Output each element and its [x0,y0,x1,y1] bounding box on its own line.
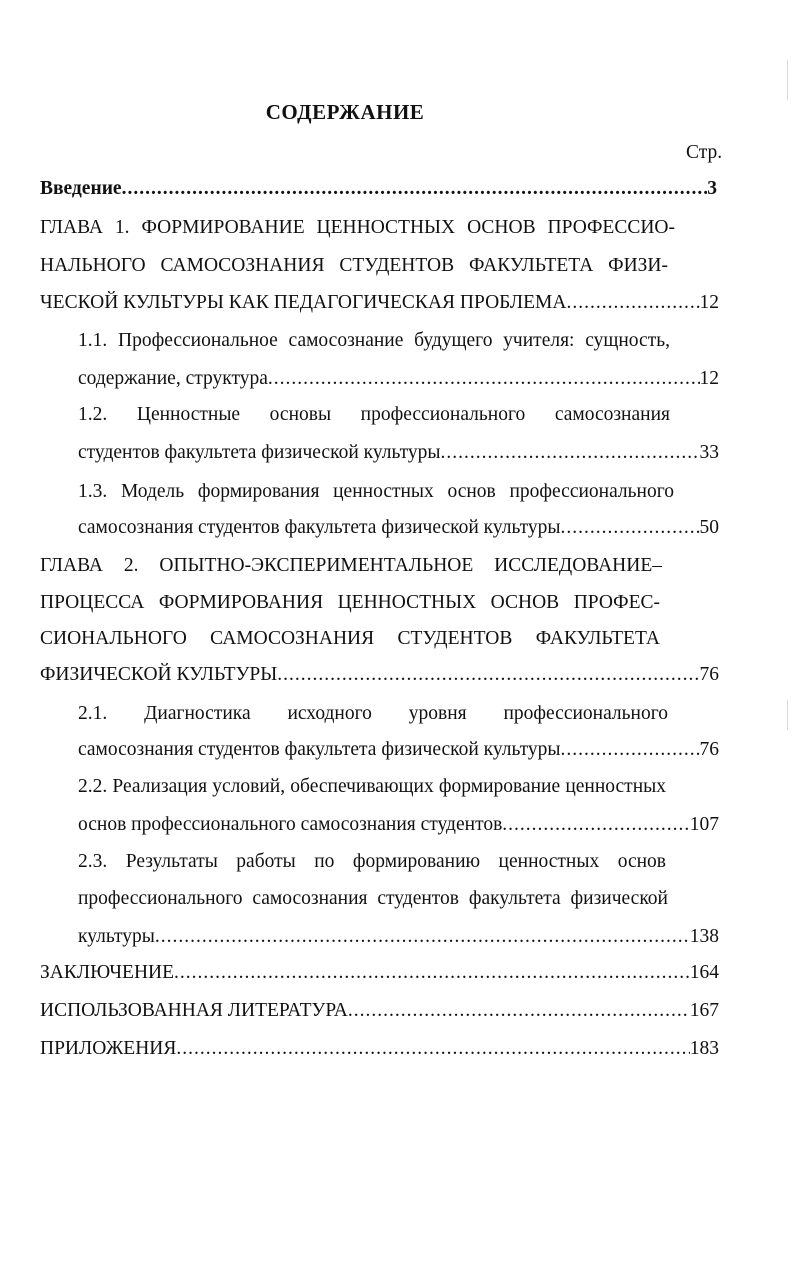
leader-dots [561,515,700,541]
toc-section-1-1-line-1[interactable]: 1.1. Профессиональное самосознание будущего учителя: сущность, [78,330,670,351]
scan-edge-mark [787,60,788,100]
toc-chapter-1-line-1[interactable]: ГЛАВА 1. ФОРМИРОВАНИЕ ЦЕННОСТНЫХ ОСНОВ ПРОФЕССИО- [40,217,675,238]
toc-section-2-3-line-2[interactable]: профессионального самосознания студентов факультета физической [78,888,668,909]
leader-dots [277,662,699,688]
toc-entry-title: самосознания студентов факультета физической культуры [78,517,561,538]
toc-chapter-2-line-2[interactable]: ПРОЦЕССА ФОРМИРОВАНИЯ ЦЕННОСТНЫХ ОСНОВ ПРОФЕС- [40,592,660,613]
leader-dots [268,366,700,392]
toc-entry-title: студентов факультета физической культуры [78,442,441,463]
scan-edge-mark [787,700,788,730]
toc-chapter-2-line-1[interactable]: ГЛАВА 2. ОПЫТНО-ЭКСПЕРИМЕНТАЛЬНОЕ ИССЛЕДОВАНИЕ– [40,555,662,576]
leader-dots [122,176,708,202]
toc-appendices[interactable] [40,1036,719,1062]
toc-page-number: 12 [699,292,719,313]
toc-entry-title: ЗАКЛЮЧЕНИЕ [40,962,175,983]
leader-dots [155,924,690,950]
leader-dots [561,737,700,763]
toc-page-number: 50 [699,517,719,538]
toc-entry-title: Введение [40,178,122,199]
toc-page-number: 107 [689,814,719,835]
toc-section-2-1-line-1[interactable]: 2.1. Диагностика исходного уровня профессионального [78,703,668,724]
toc-page-number: 167 [689,1000,719,1021]
toc-section-2-2-line-1[interactable]: 2.2. Реализация условий, обеспечивающих формирование ценностных [78,776,666,797]
toc-section-2-3[interactable] [78,924,719,950]
toc-page-number: 33 [699,442,719,463]
toc-conclusion[interactable] [40,960,719,986]
toc-section-1-2-line-1[interactable]: 1.2. Ценностные основы профессионального самосознания [78,404,670,425]
toc-section-2-1[interactable] [78,737,719,763]
leader-dots [566,290,699,316]
toc-page-number: 164 [689,962,719,983]
toc-chapter-1-line-2[interactable]: НАЛЬНОГО САМОСОЗНАНИЯ СТУДЕНТОВ ФАКУЛЬТЕТА ФИЗИ- [40,255,668,276]
toc-section-2-3-line-1[interactable]: 2.3. Результаты работы по формированию ценностных основ [78,851,666,872]
toc-section-2-2[interactable] [78,812,719,838]
toc-section-1-1[interactable] [78,366,719,392]
leader-dots [348,998,690,1024]
page-column-label: Стр. [686,142,723,163]
toc-page-number: 76 [699,664,719,685]
toc-entry-title: основ профессионального самосознания студентов [78,814,503,835]
toc-chapter-2-line-3[interactable]: СИОНАЛЬНОГО САМОСОЗНАНИЯ СТУДЕНТОВ ФАКУЛЬТЕТА [40,628,660,649]
toc-page-number: 3 [707,178,717,199]
toc-entry-title: культуры [78,926,155,947]
toc-chapter-2[interactable] [40,662,719,688]
page-title: СОДЕРЖАНИЕ [265,100,425,124]
toc-entry-title: самосознания студентов факультета физической культуры [78,739,561,760]
toc-entry-title: ИСПОЛЬЗОВАННАЯ ЛИТЕРАТУРА [40,1000,348,1021]
toc-entry-title: ЧЕСКОЙ КУЛЬТУРЫ КАК ПЕДАГОГИЧЕСКАЯ ПРОБЛЕМА [40,292,567,313]
toc-page-number: 12 [699,368,719,389]
toc-chapter-1[interactable] [40,290,719,316]
toc-entry-title: содержание, структура [78,368,268,389]
toc-references[interactable] [40,998,719,1024]
toc-entry-title: ФИЗИЧЕСКОЙ КУЛЬТУРЫ [40,664,278,685]
toc-entry-introduction[interactable] [40,176,717,202]
toc-section-1-2[interactable] [78,440,719,466]
leader-dots [440,440,699,466]
toc-section-1-3[interactable] [78,515,719,541]
leader-dots [174,960,690,986]
toc-page-number: 76 [699,739,719,760]
toc-page-number: 138 [689,926,719,947]
leader-dots [502,812,689,838]
leader-dots [176,1036,689,1062]
toc-section-1-3-line-1[interactable]: 1.3. Модель формирования ценностных основ профессионального [78,481,674,502]
toc-page-number: 183 [689,1038,719,1059]
toc-entry-title: ПРИЛОЖЕНИЯ [40,1038,177,1059]
